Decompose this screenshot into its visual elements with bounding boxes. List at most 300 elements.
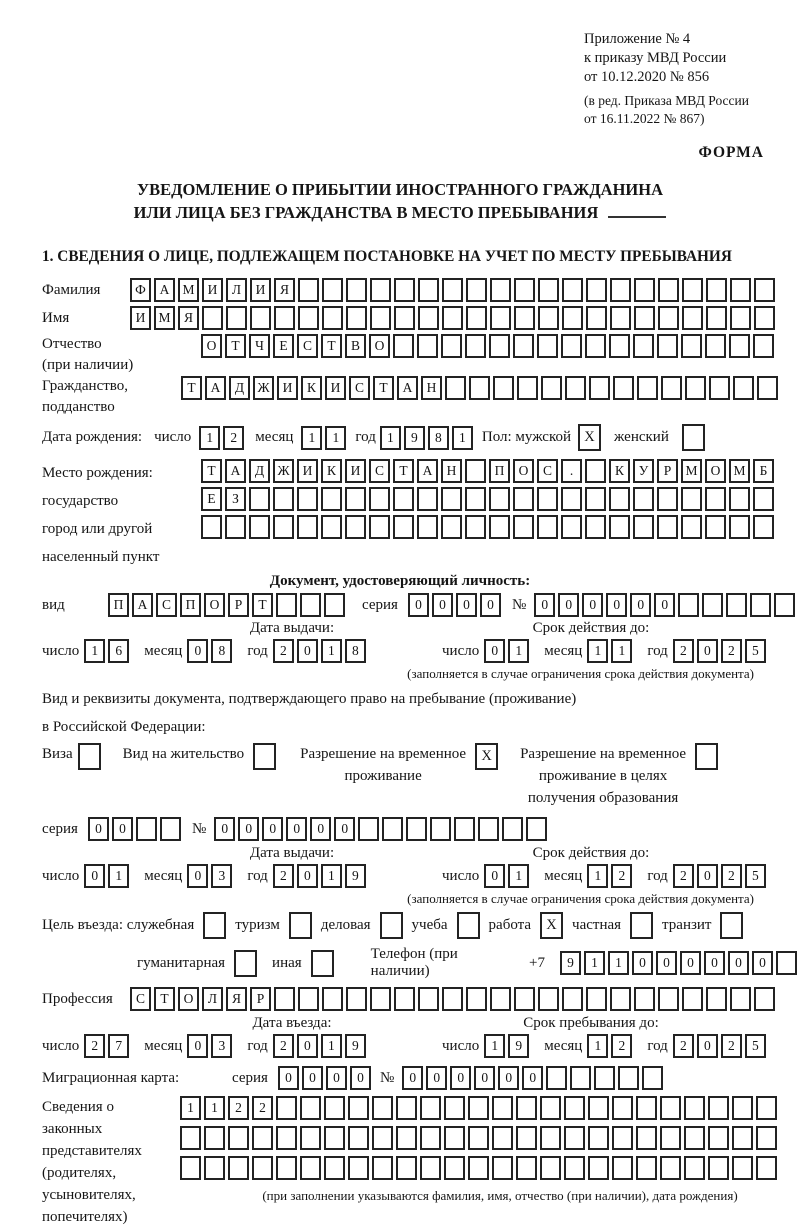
char-cell[interactable] [321,515,342,539]
char-cell[interactable] [586,278,607,302]
stay-year-cells[interactable] [673,1034,769,1058]
residence-series-cells[interactable] [88,817,184,841]
char-cell[interactable] [490,278,511,302]
representatives-row1[interactable] [180,1096,800,1120]
char-cell[interactable]: 0 [334,817,355,841]
char-cell[interactable] [657,334,678,358]
char-cell[interactable] [708,1126,729,1150]
char-cell[interactable] [394,987,415,1011]
birth-year-cells[interactable] [380,426,476,450]
char-cell[interactable] [372,1156,393,1180]
valid-day-cells[interactable] [484,864,532,888]
char-cell[interactable] [346,278,367,302]
char-cell[interactable]: 1 [484,1034,505,1058]
char-cell[interactable]: 8 [345,639,366,663]
char-cell[interactable] [658,278,679,302]
char-cell[interactable] [709,376,730,400]
char-cell[interactable] [465,487,486,511]
char-cell[interactable] [612,1126,633,1150]
char-cell[interactable]: А [154,278,175,302]
char-cell[interactable] [756,1126,777,1150]
char-cell[interactable] [754,987,775,1011]
char-cell[interactable] [490,987,511,1011]
char-cell[interactable] [420,1126,441,1150]
name-cells[interactable] [130,306,778,330]
char-cell[interactable] [396,1156,417,1180]
char-cell[interactable]: И [202,278,223,302]
issue-month-cells[interactable] [187,864,235,888]
char-cell[interactable]: Ж [253,376,274,400]
char-cell[interactable]: Н [421,376,442,400]
char-cell[interactable] [634,987,655,1011]
char-cell[interactable] [540,1096,561,1120]
char-cell[interactable] [345,487,366,511]
entry-month-cells[interactable] [187,1034,235,1058]
char-cell[interactable] [537,487,558,511]
char-cell[interactable] [681,515,702,539]
char-cell[interactable] [705,487,726,511]
valid-year-cells[interactable] [673,639,769,663]
char-cell[interactable]: Р [657,459,678,483]
char-cell[interactable] [348,1156,369,1180]
char-cell[interactable] [538,306,559,330]
char-cell[interactable]: 1 [380,426,401,450]
char-cell[interactable]: 0 [310,817,331,841]
char-cell[interactable] [513,334,534,358]
char-cell[interactable] [730,987,751,1011]
char-cell[interactable] [660,1096,681,1120]
char-cell[interactable] [756,1156,777,1180]
char-cell[interactable]: 0 [582,593,603,617]
char-cell[interactable]: 1 [611,639,632,663]
profession-cells[interactable] [130,987,778,1011]
char-cell[interactable] [202,306,223,330]
char-cell[interactable]: 0 [450,1066,471,1090]
char-cell[interactable]: С [369,459,390,483]
char-cell[interactable]: 0 [187,639,208,663]
char-cell[interactable]: 1 [301,426,322,450]
char-cell[interactable]: 9 [508,1034,529,1058]
char-cell[interactable]: 0 [402,1066,423,1090]
char-cell[interactable] [417,515,438,539]
residence-number-cells[interactable] [214,817,550,841]
char-cell[interactable]: 1 [587,639,608,663]
char-cell[interactable] [588,1126,609,1150]
char-cell[interactable] [396,1126,417,1150]
char-cell[interactable] [298,278,319,302]
char-cell[interactable]: 0 [297,1034,318,1058]
char-cell[interactable] [610,278,631,302]
char-cell[interactable]: 2 [721,639,742,663]
char-cell[interactable] [732,1096,753,1120]
char-cell[interactable] [346,987,367,1011]
visa-checkbox[interactable] [78,743,101,770]
char-cell[interactable]: 0 [752,951,773,975]
char-cell[interactable] [729,515,750,539]
char-cell[interactable]: 2 [721,1034,742,1058]
char-cell[interactable] [732,1156,753,1180]
doc-type-cells[interactable] [108,593,348,617]
char-cell[interactable]: А [417,459,438,483]
char-cell[interactable] [681,334,702,358]
char-cell[interactable] [442,306,463,330]
char-cell[interactable]: Р [228,593,249,617]
char-cell[interactable]: 1 [508,864,529,888]
char-cell[interactable] [441,515,462,539]
char-cell[interactable]: 1 [325,426,346,450]
char-cell[interactable]: И [297,459,318,483]
char-cell[interactable] [393,334,414,358]
char-cell[interactable]: Д [229,376,250,400]
char-cell[interactable] [594,1066,615,1090]
char-cell[interactable] [733,376,754,400]
stay-day-cells[interactable] [484,1034,532,1058]
char-cell[interactable]: Л [202,987,223,1011]
char-cell[interactable] [702,593,723,617]
purpose-official-checkbox[interactable] [203,912,226,939]
char-cell[interactable]: 2 [721,864,742,888]
residence-permit-checkbox[interactable] [253,743,276,770]
char-cell[interactable]: 0 [187,1034,208,1058]
char-cell[interactable] [406,817,427,841]
char-cell[interactable] [489,487,510,511]
char-cell[interactable]: М [154,306,175,330]
char-cell[interactable]: Д [249,459,270,483]
birth-place-row2[interactable] [201,487,777,511]
char-cell[interactable]: К [609,459,630,483]
char-cell[interactable] [753,515,774,539]
char-cell[interactable] [706,278,727,302]
char-cell[interactable]: 0 [286,817,307,841]
char-cell[interactable]: Ж [273,459,294,483]
char-cell[interactable]: Я [226,987,247,1011]
char-cell[interactable]: 3 [211,1034,232,1058]
char-cell[interactable] [678,593,699,617]
char-cell[interactable] [585,459,606,483]
char-cell[interactable]: 0 [262,817,283,841]
char-cell[interactable] [586,306,607,330]
char-cell[interactable]: Т [393,459,414,483]
char-cell[interactable]: И [130,306,151,330]
char-cell[interactable] [540,1156,561,1180]
char-cell[interactable] [396,1096,417,1120]
char-cell[interactable]: 1 [608,951,629,975]
char-cell[interactable] [369,487,390,511]
char-cell[interactable] [420,1156,441,1180]
char-cell[interactable] [516,1126,537,1150]
char-cell[interactable] [273,487,294,511]
char-cell[interactable] [660,1156,681,1180]
char-cell[interactable]: 2 [273,639,294,663]
char-cell[interactable] [322,306,343,330]
representatives-row3[interactable] [180,1156,800,1180]
char-cell[interactable] [465,459,486,483]
char-cell[interactable]: 0 [187,864,208,888]
char-cell[interactable] [730,278,751,302]
char-cell[interactable] [586,987,607,1011]
char-cell[interactable] [252,1156,273,1180]
char-cell[interactable] [516,1096,537,1120]
purpose-private-checkbox[interactable] [630,912,653,939]
char-cell[interactable]: Р [250,987,271,1011]
char-cell[interactable] [684,1096,705,1120]
char-cell[interactable]: Т [154,987,175,1011]
char-cell[interactable]: 9 [560,951,581,975]
char-cell[interactable]: 2 [673,864,694,888]
char-cell[interactable] [561,334,582,358]
char-cell[interactable] [502,817,523,841]
char-cell[interactable]: 0 [522,1066,543,1090]
char-cell[interactable]: 5 [745,639,766,663]
char-cell[interactable]: 8 [428,426,449,450]
char-cell[interactable]: 2 [228,1096,249,1120]
char-cell[interactable]: Т [225,334,246,358]
doc-number-cells[interactable] [534,593,798,617]
char-cell[interactable] [685,376,706,400]
char-cell[interactable] [136,817,157,841]
char-cell[interactable] [538,987,559,1011]
char-cell[interactable] [609,334,630,358]
issue-day-cells[interactable] [84,639,132,663]
char-cell[interactable]: 1 [321,1034,342,1058]
char-cell[interactable]: О [513,459,534,483]
valid-month-cells[interactable] [587,639,635,663]
char-cell[interactable] [682,987,703,1011]
char-cell[interactable] [708,1096,729,1120]
char-cell[interactable] [684,1156,705,1180]
char-cell[interactable] [514,987,535,1011]
char-cell[interactable] [252,1126,273,1150]
char-cell[interactable] [249,487,270,511]
char-cell[interactable]: 2 [273,1034,294,1058]
char-cell[interactable] [537,515,558,539]
char-cell[interactable] [418,306,439,330]
char-cell[interactable] [276,1126,297,1150]
char-cell[interactable] [750,593,771,617]
char-cell[interactable] [322,987,343,1011]
char-cell[interactable]: 0 [534,593,555,617]
char-cell[interactable]: 0 [632,951,653,975]
char-cell[interactable]: 0 [326,1066,347,1090]
char-cell[interactable] [753,334,774,358]
char-cell[interactable]: О [201,334,222,358]
char-cell[interactable] [418,278,439,302]
char-cell[interactable] [370,278,391,302]
char-cell[interactable] [585,334,606,358]
char-cell[interactable] [561,515,582,539]
char-cell[interactable] [358,817,379,841]
char-cell[interactable] [660,1126,681,1150]
sex-female-checkbox[interactable] [682,424,705,451]
char-cell[interactable]: И [250,278,271,302]
char-cell[interactable]: 7 [108,1034,129,1058]
char-cell[interactable]: И [325,376,346,400]
char-cell[interactable] [561,487,582,511]
purpose-other-checkbox[interactable] [311,950,334,977]
char-cell[interactable] [228,1126,249,1150]
char-cell[interactable] [444,1126,465,1150]
char-cell[interactable] [513,487,534,511]
char-cell[interactable] [444,1156,465,1180]
char-cell[interactable] [564,1096,585,1120]
char-cell[interactable]: С [130,987,151,1011]
char-cell[interactable]: 0 [297,864,318,888]
purpose-work-checkbox[interactable]: X [540,912,563,939]
char-cell[interactable] [732,1126,753,1150]
char-cell[interactable]: И [277,376,298,400]
char-cell[interactable] [516,1156,537,1180]
char-cell[interactable] [757,376,778,400]
char-cell[interactable] [562,278,583,302]
char-cell[interactable]: 1 [108,864,129,888]
char-cell[interactable] [564,1156,585,1180]
issue-year-cells[interactable] [273,639,369,663]
char-cell[interactable]: А [132,593,153,617]
char-cell[interactable]: П [108,593,129,617]
char-cell[interactable] [517,376,538,400]
char-cell[interactable]: А [225,459,246,483]
char-cell[interactable]: 0 [630,593,651,617]
char-cell[interactable] [489,334,510,358]
issue-day-cells[interactable] [84,864,132,888]
char-cell[interactable]: 1 [587,1034,608,1058]
char-cell[interactable] [526,817,547,841]
char-cell[interactable]: М [178,278,199,302]
char-cell[interactable] [661,376,682,400]
temp-residence-checkbox[interactable]: X [475,743,498,770]
char-cell[interactable] [570,1066,591,1090]
char-cell[interactable] [684,1126,705,1150]
birth-day-cells[interactable] [199,426,247,450]
char-cell[interactable] [276,1156,297,1180]
char-cell[interactable]: 5 [745,1034,766,1058]
char-cell[interactable] [324,593,345,617]
phone-cells[interactable] [560,951,800,975]
char-cell[interactable]: Я [178,306,199,330]
char-cell[interactable]: 9 [345,1034,366,1058]
char-cell[interactable] [300,1126,321,1150]
char-cell[interactable] [394,278,415,302]
char-cell[interactable] [546,1066,567,1090]
char-cell[interactable]: Ч [249,334,270,358]
char-cell[interactable] [753,487,774,511]
char-cell[interactable] [540,1126,561,1150]
char-cell[interactable]: 0 [484,864,505,888]
char-cell[interactable]: В [345,334,366,358]
char-cell[interactable]: 2 [84,1034,105,1058]
char-cell[interactable] [537,334,558,358]
char-cell[interactable] [180,1126,201,1150]
char-cell[interactable] [324,1126,345,1150]
char-cell[interactable]: 3 [211,864,232,888]
char-cell[interactable]: 0 [408,593,429,617]
char-cell[interactable] [466,278,487,302]
char-cell[interactable]: 0 [656,951,677,975]
char-cell[interactable] [642,1066,663,1090]
char-cell[interactable]: 0 [654,593,675,617]
migration-series-cells[interactable] [278,1066,374,1090]
char-cell[interactable]: 0 [88,817,109,841]
char-cell[interactable]: О [369,334,390,358]
char-cell[interactable]: 0 [480,593,501,617]
purpose-transit-checkbox[interactable] [720,912,743,939]
char-cell[interactable] [636,1156,657,1180]
char-cell[interactable] [321,487,342,511]
char-cell[interactable] [681,487,702,511]
char-cell[interactable]: М [681,459,702,483]
char-cell[interactable] [394,306,415,330]
char-cell[interactable] [274,987,295,1011]
char-cell[interactable] [478,817,499,841]
char-cell[interactable] [201,515,222,539]
char-cell[interactable]: 1 [584,951,605,975]
char-cell[interactable] [538,278,559,302]
char-cell[interactable]: 0 [484,639,505,663]
char-cell[interactable] [633,515,654,539]
char-cell[interactable] [276,593,297,617]
char-cell[interactable] [322,278,343,302]
char-cell[interactable]: 0 [297,639,318,663]
char-cell[interactable] [774,593,795,617]
char-cell[interactable]: 0 [350,1066,371,1090]
char-cell[interactable] [637,376,658,400]
char-cell[interactable] [562,306,583,330]
char-cell[interactable]: С [156,593,177,617]
representatives-row2[interactable] [180,1126,800,1150]
char-cell[interactable] [372,1126,393,1150]
char-cell[interactable]: Т [181,376,202,400]
char-cell[interactable] [588,1156,609,1180]
char-cell[interactable] [225,515,246,539]
char-cell[interactable] [705,334,726,358]
char-cell[interactable] [466,987,487,1011]
char-cell[interactable] [588,1096,609,1120]
char-cell[interactable]: Ф [130,278,151,302]
char-cell[interactable]: 1 [180,1096,201,1120]
char-cell[interactable]: 0 [302,1066,323,1090]
char-cell[interactable]: 0 [697,639,718,663]
char-cell[interactable] [493,376,514,400]
char-cell[interactable] [445,376,466,400]
char-cell[interactable]: К [301,376,322,400]
birth-place-row3[interactable] [201,515,777,539]
char-cell[interactable] [297,515,318,539]
entry-day-cells[interactable] [84,1034,132,1058]
char-cell[interactable]: О [204,593,225,617]
issue-year-cells[interactable] [273,864,369,888]
surname-cells[interactable] [130,278,778,302]
char-cell[interactable]: Б [753,459,774,483]
char-cell[interactable]: Н [441,459,462,483]
char-cell[interactable]: 1 [204,1096,225,1120]
char-cell[interactable] [442,987,463,1011]
char-cell[interactable]: 0 [474,1066,495,1090]
char-cell[interactable]: 0 [456,593,477,617]
char-cell[interactable] [393,515,414,539]
char-cell[interactable]: А [397,376,418,400]
char-cell[interactable]: Е [273,334,294,358]
char-cell[interactable]: К [321,459,342,483]
char-cell[interactable]: 2 [273,864,294,888]
char-cell[interactable]: О [178,987,199,1011]
char-cell[interactable] [370,306,391,330]
char-cell[interactable]: О [705,459,726,483]
char-cell[interactable] [469,376,490,400]
char-cell[interactable] [729,334,750,358]
char-cell[interactable] [564,1126,585,1150]
char-cell[interactable]: 0 [558,593,579,617]
char-cell[interactable] [468,1156,489,1180]
